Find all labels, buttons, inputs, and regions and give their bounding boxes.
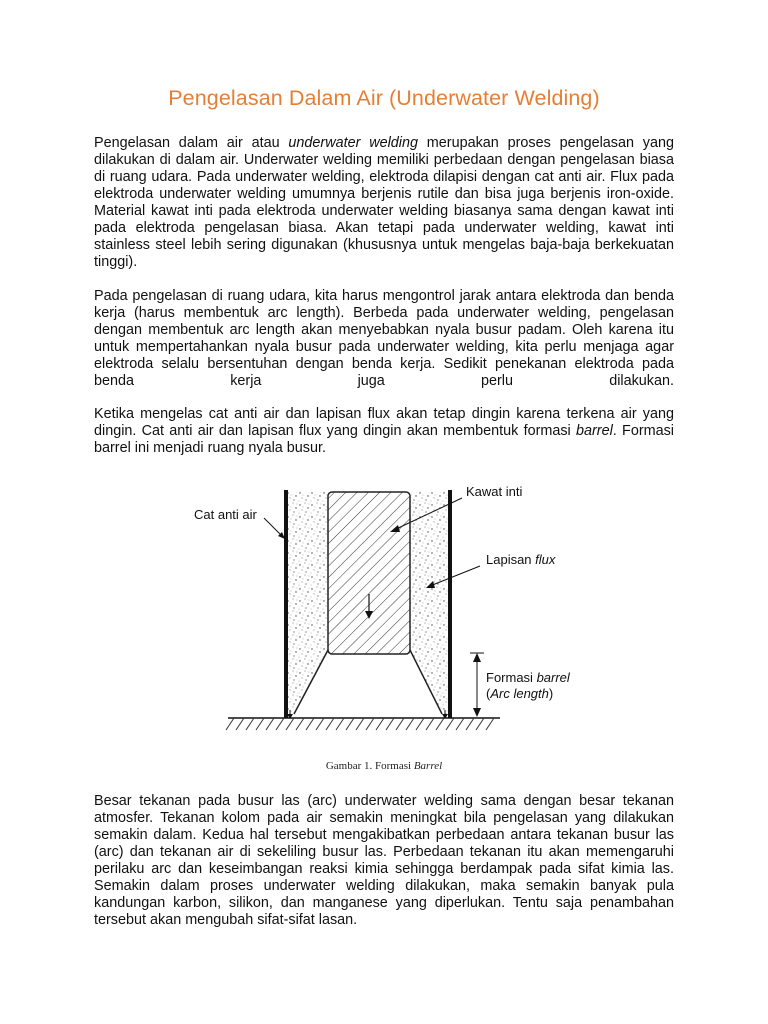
label-arc-length [486, 686, 553, 701]
paragraph-barrel-part1: Ketika mengelas cat anti air dan lapisan flux akan tetap dingin karena terkena air yang dingin. Cat anti air dan lapisan flux yang dingin akan membentuk formasi [94, 406, 674, 439]
label-arc-length-text: Arc length [490, 686, 549, 701]
paragraph-barrel [94, 406, 674, 457]
flux-coating-left [288, 492, 328, 714]
paragraph-intro-emphasis: underwater welding [288, 135, 418, 151]
page-title: Pengelasan Dalam Air (Underwater Welding) [168, 86, 600, 110]
label-arc-close: ) [548, 686, 554, 701]
label-flux-text: flux [535, 552, 556, 567]
label-formasi-text: Formasi [486, 670, 537, 685]
label-cat-anti-air: Cat anti air [194, 507, 257, 522]
label-kawat-inti: Kawat inti [466, 484, 523, 499]
paragraph-intro-part2: merupakan proses pengelasan yang dilakukan di dalam air. Underwater welding memiliki perbedaan dengan pengelasan biasa di ruang udara. Pada underwater welding, elektroda dilapisi dengan cat anti air. Flux pada elektroda underwater welding umumnya berjenis rutile dan bisa juga berjenis iron-oxide. Material kawat inti pada elektroda underwater welding biasanya sama dengan kawat inti pada elektroda pengelasan biasa. Akan tetapi pada underwater welding, kawat inti stainless steel lebih sering digunakan (khususnya untuk mengelas baja-baja berkekuatan tinggi). [94, 135, 674, 270]
barrel-formation-figure [190, 478, 590, 740]
barrel-diagram [190, 478, 590, 740]
label-arc-open: ( [486, 686, 491, 701]
core-wire [328, 492, 410, 654]
label-lapisan-text: Lapisan [486, 552, 536, 567]
paragraph-intro [94, 135, 674, 271]
paragraph-arc-control: Pada pengelasan di ruang udara, kita harus mengontrol jarak antara elektroda dan benda kerja (harus membentuk arc length). Berbeda pada underwater welding, pengelasan dengan membentuk arc length akan menyebabkan nyala busur padam. Oleh karena itu untuk mempertahankan nyala busur pada underwater welding, kita perlu menjaga agar elektroda selalu bersentuhan dengan benda kerja. Sedikit penekanan elektroda pada benda kerja juga perlu dilakukan. [94, 288, 674, 389]
paragraph-barrel-emphasis: barrel [576, 423, 613, 439]
label-formasi-barrel [486, 670, 571, 685]
figure-caption [0, 760, 768, 772]
label-lapisan-flux [486, 552, 556, 567]
paragraph-intro-part1: Pengelasan dalam air atau [94, 135, 289, 151]
figure-caption-prefix: Gambar 1. Formasi [325, 760, 414, 772]
figure-caption-emphasis: Barrel [413, 760, 443, 772]
flux-coating-right [410, 492, 448, 714]
label-barrel-text: barrel [536, 670, 570, 685]
paragraph-barrel-part2: . Formasi barrel ini menjadi ruang nyala busur. [94, 423, 674, 456]
workpiece-hatching [226, 718, 494, 730]
paragraph-pressure: Besar tekanan pada busur las (arc) underwater welding sama dengan besar tekanan atmosfer. Tekanan kolom pada air semakin meningkat bila pengelasan yang dilakukan semakin dalam. Kedua hal tersebut mengakibatkan perbedaan antara tekanan busur las (arc) dan tekanan air di sekeliling busur las. Perbedaan tekanan itu akan memengaruhi perilaku arc dan keseimbangan reaksi kimia sehingga berdampak pada sifat kimia las. Semakin dalam proses underwater welding dilakukan, maka semakin banyak pula kandungan karbon, silikon, dan manganese yang diperlukan. Tentu saja penambahan tersebut akan mengubah sifat-sifat lasan. [94, 793, 674, 928]
